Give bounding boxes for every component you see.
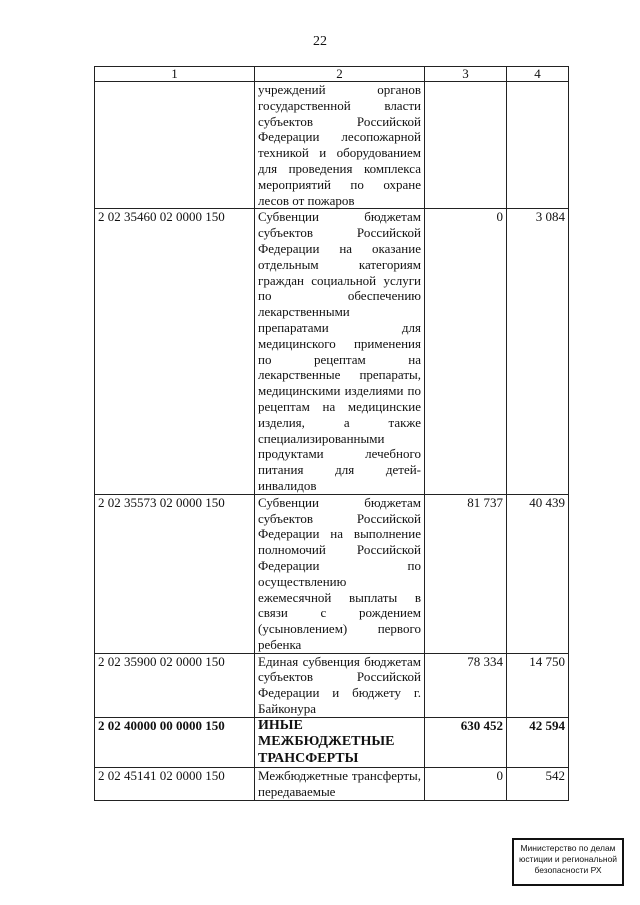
stamp-line-1: Министерство по делам [520, 843, 616, 853]
table-row-total [95, 717, 569, 768]
budget-code: 2 02 40000 00 0000 150 [95, 717, 255, 768]
table-body [95, 82, 569, 801]
budget-code: 2 02 35460 02 0000 150 [95, 209, 255, 494]
value-col-3 [425, 82, 507, 209]
value-col-4 [507, 82, 569, 209]
value-col-4: 40 439 [507, 494, 569, 653]
description: Субвенции бюджетам субъектов Российской Федерации на выполнение полномочий Российской Федерации по осуществлению ежемесячной выплаты в связи с рождением (усыновлением) первого ребенка [255, 494, 425, 653]
value-col-4: 14 750 [507, 653, 569, 717]
stamp-line-2: юстиции и региональной [518, 854, 618, 864]
value-col-3: 630 452 [425, 717, 507, 768]
budget-code: 2 02 35573 02 0000 150 [95, 494, 255, 653]
table-row [95, 653, 569, 717]
budget-code: 2 02 35900 02 0000 150 [95, 653, 255, 717]
description: Межбюджетные трансферты, передаваемые [255, 768, 425, 801]
budget-table [94, 66, 569, 801]
budget-code [95, 82, 255, 209]
table-row [95, 494, 569, 653]
header-col-2: 2 [255, 67, 425, 82]
table-row [95, 768, 569, 801]
page-number: 22 [313, 34, 327, 49]
value-col-4: 42 594 [507, 717, 569, 768]
description: Субвенции бюджетам субъектов Российской Федерации на оказание отдельным категориям граждан социальной услуги по обеспечению лекарственными препаратами для медицинского применения по рецептам на лекарственные препараты, медицинскими изделиями по рецептам на медицинские изделия, а также специализированными продуктами лечебного питания для детей-инвалидов [255, 209, 425, 494]
value-col-4: 542 [507, 768, 569, 801]
header-col-3: 3 [425, 67, 507, 82]
description: Единая субвенция бюджетам субъектов Российской Федерации и бюджету г. Байконура [255, 653, 425, 717]
description: ИНЫЕ МЕЖБЮДЖЕТНЫЕ ТРАНСФЕРТЫ [255, 717, 425, 768]
description: учреждений органов государственной власти субъектов Российской Федерации лесопожарной техникой и оборудованием для проведения комплекса мероприятий по охране лесов от пожаров [255, 82, 425, 209]
budget-code: 2 02 45141 02 0000 150 [95, 768, 255, 801]
value-col-4: 3 084 [507, 209, 569, 494]
header-row [95, 67, 569, 82]
table-row [95, 82, 569, 209]
table-header [95, 67, 569, 82]
ministry-stamp [512, 838, 624, 886]
table-row [95, 209, 569, 494]
header-col-1: 1 [95, 67, 255, 82]
value-col-3: 0 [425, 209, 507, 494]
stamp-line-3: безопасности РХ [534, 865, 602, 875]
header-col-4: 4 [507, 67, 569, 82]
value-col-3: 0 [425, 768, 507, 801]
value-col-3: 81 737 [425, 494, 507, 653]
value-col-3: 78 334 [425, 653, 507, 717]
